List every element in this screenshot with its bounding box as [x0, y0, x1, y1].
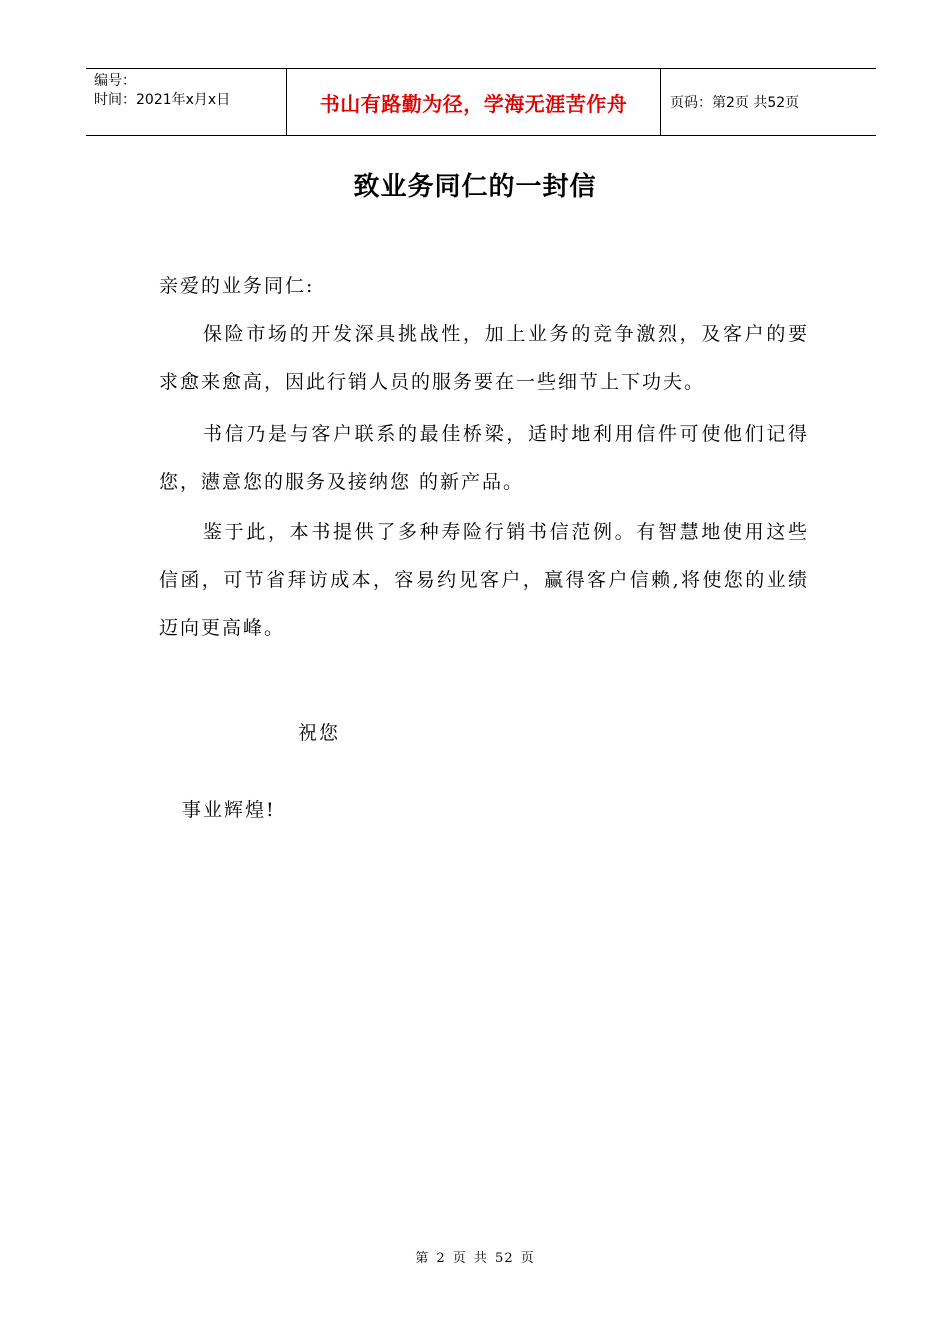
paragraph-2: 书信乃是与客户联系的最佳桥梁，适时地利用信件可使他们记得您，懑意您的服务及接纳您 的新产品。	[159, 423, 809, 493]
document-title: 致业务同仁的一封信	[353, 172, 597, 202]
paragraph-3: 鉴于此，本书提供了多种寿险行销书信范例。有智慧地使用这些信函，可节省拜访成本，容易约见客户，赢得客户信赖,将使您的业绩迈向更高峰。	[159, 521, 809, 639]
closing-wish: 祝您	[298, 722, 341, 744]
document-header	[86, 68, 876, 136]
header-number-label: 编号：	[94, 73, 136, 89]
closing-blessing: 事业辉煌!	[182, 799, 276, 821]
header-info-cell	[86, 69, 287, 135]
header-page-label: 页码：第2页 共52页	[670, 95, 800, 111]
header-motto: 书山有路勤为径，学海无涯苦作舟	[287, 69, 661, 135]
salutation: 亲爱的业务同仁:	[159, 275, 315, 297]
paragraph-1: 保险市场的开发深具挑战性，加上业务的竞争激烈，及客户的要求愈来愈高，因此行销人员的服务要在一些细节上下功夫。	[159, 323, 809, 393]
page-footer: 第 2 页 共 52 页	[415, 1251, 535, 1266]
header-time-label: 时间：2021年x月x日	[94, 92, 231, 108]
